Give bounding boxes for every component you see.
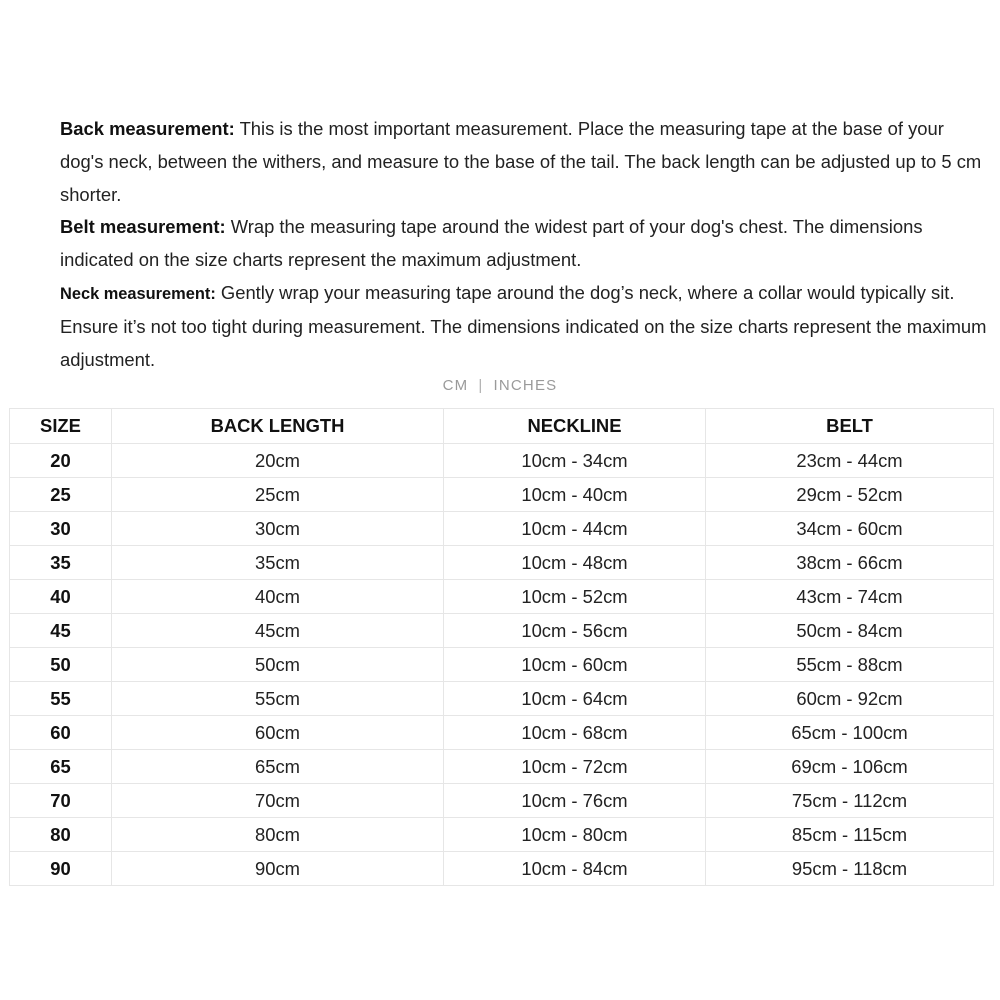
header-belt: BELT bbox=[706, 409, 994, 444]
table-row bbox=[10, 818, 994, 852]
belt-measurement-label: Belt measurement: bbox=[60, 216, 226, 238]
belt-cell: 34cm - 60cm bbox=[706, 512, 994, 546]
back-length-cell: 80cm bbox=[112, 818, 444, 852]
neck-measurement-paragraph bbox=[60, 277, 990, 376]
neckline-cell: 10cm - 52cm bbox=[444, 580, 706, 614]
size-cell: 55 bbox=[10, 682, 112, 716]
size-cell: 25 bbox=[10, 478, 112, 512]
back-length-cell: 55cm bbox=[112, 682, 444, 716]
belt-cell: 23cm - 44cm bbox=[706, 444, 994, 478]
size-chart-table bbox=[9, 408, 994, 886]
neck-measurement-label: Neck measurement: bbox=[60, 284, 216, 303]
neckline-cell: 10cm - 80cm bbox=[444, 818, 706, 852]
header-neckline: NECKLINE bbox=[444, 409, 706, 444]
unit-toggle bbox=[0, 376, 1000, 396]
size-cell: 35 bbox=[10, 546, 112, 580]
belt-cell: 65cm - 100cm bbox=[706, 716, 994, 750]
belt-cell: 38cm - 66cm bbox=[706, 546, 994, 580]
size-cell: 80 bbox=[10, 818, 112, 852]
back-length-cell: 35cm bbox=[112, 546, 444, 580]
neckline-cell: 10cm - 64cm bbox=[444, 682, 706, 716]
back-length-cell: 20cm bbox=[112, 444, 444, 478]
back-length-cell: 60cm bbox=[112, 716, 444, 750]
neckline-cell: 10cm - 48cm bbox=[444, 546, 706, 580]
table-row bbox=[10, 750, 994, 784]
neckline-cell: 10cm - 84cm bbox=[444, 852, 706, 886]
size-cell: 60 bbox=[10, 716, 112, 750]
back-length-cell: 45cm bbox=[112, 614, 444, 648]
back-measurement-text: This is the most important measurement. Place the measuring tape at the base of your dog's neck, between the withers, and measure to the base of the tail. The back length can be adjusted up to 5 cm shorter. bbox=[60, 118, 982, 205]
back-length-cell: 65cm bbox=[112, 750, 444, 784]
neckline-cell: 10cm - 68cm bbox=[444, 716, 706, 750]
table-row bbox=[10, 512, 994, 546]
unit-option-inches[interactable]: INCHES bbox=[493, 377, 558, 394]
size-cell: 65 bbox=[10, 750, 112, 784]
belt-cell: 29cm - 52cm bbox=[706, 478, 994, 512]
size-cell: 20 bbox=[10, 444, 112, 478]
table-row bbox=[10, 614, 994, 648]
back-length-cell: 25cm bbox=[112, 478, 444, 512]
belt-cell: 60cm - 92cm bbox=[706, 682, 994, 716]
size-cell: 30 bbox=[10, 512, 112, 546]
measurement-instructions bbox=[60, 113, 990, 376]
table-row bbox=[10, 716, 994, 750]
back-length-cell: 50cm bbox=[112, 648, 444, 682]
table-body bbox=[10, 444, 994, 886]
table-row bbox=[10, 546, 994, 580]
belt-cell: 95cm - 118cm bbox=[706, 852, 994, 886]
neckline-cell: 10cm - 56cm bbox=[444, 614, 706, 648]
header-back-length: BACK LENGTH bbox=[112, 409, 444, 444]
belt-measurement-paragraph bbox=[60, 211, 990, 277]
table-row bbox=[10, 682, 994, 716]
neck-measurement-text: Gently wrap your measuring tape around the dog’s neck, where a collar would typically sit. Ensure it’s not too tight during measurement. The dimensions indicated on the size charts represent the maximum adjustment. bbox=[60, 281, 987, 370]
back-length-cell: 90cm bbox=[112, 852, 444, 886]
back-length-cell: 70cm bbox=[112, 784, 444, 818]
belt-cell: 69cm - 106cm bbox=[706, 750, 994, 784]
neckline-cell: 10cm - 40cm bbox=[444, 478, 706, 512]
unit-option-cm[interactable]: CM bbox=[442, 377, 469, 394]
belt-cell: 75cm - 112cm bbox=[706, 784, 994, 818]
header-size: SIZE bbox=[10, 409, 112, 444]
unit-separator: | bbox=[478, 377, 484, 394]
table-row bbox=[10, 648, 994, 682]
back-measurement-paragraph bbox=[60, 113, 990, 211]
size-cell: 90 bbox=[10, 852, 112, 886]
back-length-cell: 30cm bbox=[112, 512, 444, 546]
table-row bbox=[10, 444, 994, 478]
belt-cell: 43cm - 74cm bbox=[706, 580, 994, 614]
neckline-cell: 10cm - 76cm bbox=[444, 784, 706, 818]
belt-measurement-text: Wrap the measuring tape around the widest part of your dog's chest. The dimensions indicated on the size charts represent the maximum adjustment. bbox=[60, 216, 923, 271]
back-measurement-label: Back measurement: bbox=[60, 118, 235, 139]
back-length-cell: 40cm bbox=[112, 580, 444, 614]
size-cell: 40 bbox=[10, 580, 112, 614]
size-cell: 50 bbox=[10, 648, 112, 682]
belt-cell: 85cm - 115cm bbox=[706, 818, 994, 852]
neckline-cell: 10cm - 72cm bbox=[444, 750, 706, 784]
table-row bbox=[10, 852, 994, 886]
table-row bbox=[10, 580, 994, 614]
belt-cell: 55cm - 88cm bbox=[706, 648, 994, 682]
size-cell: 70 bbox=[10, 784, 112, 818]
table-row bbox=[10, 478, 994, 512]
table-header-row bbox=[10, 409, 994, 444]
size-cell: 45 bbox=[10, 614, 112, 648]
neckline-cell: 10cm - 44cm bbox=[444, 512, 706, 546]
belt-cell: 50cm - 84cm bbox=[706, 614, 994, 648]
neckline-cell: 10cm - 60cm bbox=[444, 648, 706, 682]
neckline-cell: 10cm - 34cm bbox=[444, 444, 706, 478]
table-row bbox=[10, 784, 994, 818]
